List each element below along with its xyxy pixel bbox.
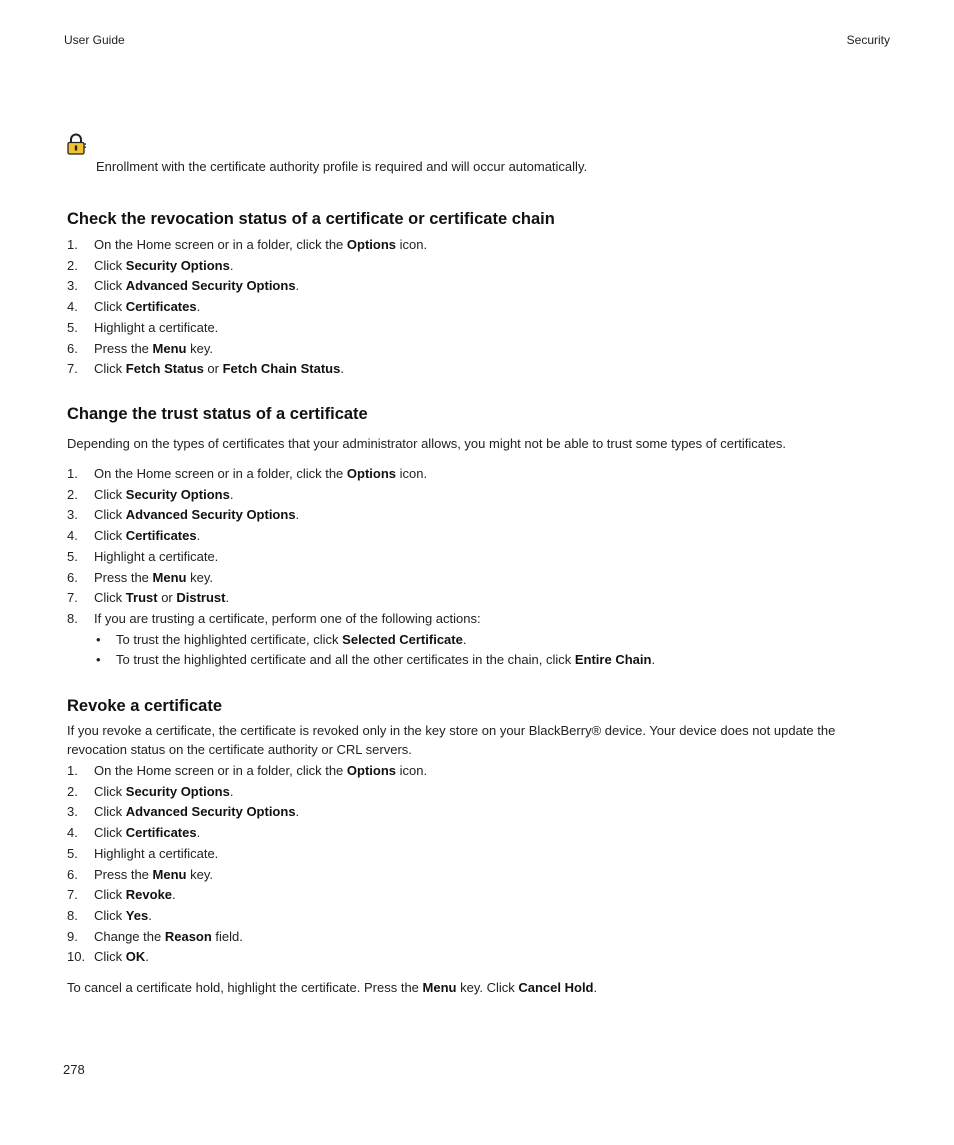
list-item: 6. Press the Menu key. bbox=[67, 340, 213, 356]
list-item: 5. Highlight a certificate. bbox=[67, 319, 219, 335]
list-item: 2. Click Security Options. bbox=[67, 783, 234, 799]
list-item: 7. Click Trust or Distrust. bbox=[67, 590, 230, 606]
list-item: 5. Highlight a certificate. bbox=[67, 548, 219, 564]
section-intro: Depending on the types of certificates that your administrator allows, you might not be able to trust some types of certificates. bbox=[67, 436, 786, 451]
lock-icon bbox=[66, 133, 86, 155]
section-revoke bbox=[67, 696, 890, 998]
list-item: 1. On the Home screen or in a folder, click the Options icon. bbox=[67, 237, 428, 252]
list-item: 2. Click Security Options. bbox=[67, 257, 234, 273]
list-item: 8. If you are trusting a certificate, perform one of the following actions: • To trust the highlighted certificate, click Selected Certificate. • To trust the highlighted certificate and all the other certificates in the chain, click Entire Chain. bbox=[67, 609, 890, 671]
list-item: 4. Click Certificates. bbox=[67, 825, 201, 841]
list-item: 3. Click Advanced Security Options. bbox=[67, 278, 300, 294]
list-item: 4. Click Certificates. bbox=[67, 528, 201, 544]
page-number: 278 bbox=[63, 1062, 85, 1077]
section-heading: Check the revocation status of a certificate or certificate chain bbox=[67, 210, 555, 228]
list-item: 2. Click Security Options. bbox=[67, 486, 234, 502]
sub-list bbox=[94, 630, 890, 671]
list-item: 7. Click Revoke. bbox=[67, 887, 176, 903]
header-section: Security bbox=[846, 33, 890, 47]
section-heading: Revoke a certificate bbox=[67, 697, 223, 715]
list-item: 3. Click Advanced Security Options. bbox=[67, 804, 300, 820]
list-item: 4. Click Certificates. bbox=[67, 299, 201, 315]
sub-list-item: • To trust the highlighted certificate and all the other certificates in the chain, click Entire Chain. bbox=[96, 652, 656, 668]
sub-list-item: • To trust the highlighted certificate, click Selected Certificate. bbox=[96, 631, 467, 647]
step-list bbox=[67, 235, 890, 380]
note-text: Enrollment with the certificate authority profile is required and will occur automatically. bbox=[96, 159, 588, 174]
step-list bbox=[67, 464, 890, 671]
list-item: 6. Press the Menu key. bbox=[67, 569, 213, 585]
list-item: 10. Click OK. bbox=[67, 949, 149, 965]
list-item: 1. On the Home screen or in a folder, click the Options icon. bbox=[67, 763, 428, 778]
header-title: User Guide bbox=[64, 33, 125, 47]
list-item: 9. Change the Reason field. bbox=[67, 928, 243, 944]
step-list bbox=[67, 761, 890, 968]
final-note: To cancel a certificate hold, highlight the certificate. Press the Menu key. Click Cancel Hold. bbox=[67, 980, 598, 996]
section-heading: Change the trust status of a certificate bbox=[67, 405, 368, 423]
list-item: 1. On the Home screen or in a folder, click the Options icon. bbox=[67, 466, 428, 481]
list-item: 8. Click Yes. bbox=[67, 907, 152, 923]
section-intro: If you revoke a certificate, the certificate is revoked only in the key store on your BlackBerry® device. Your device does not update the revocation status on the certificate authority or CRL servers. bbox=[67, 723, 836, 757]
list-item: 5. Highlight a certificate. bbox=[67, 845, 219, 861]
list-item: 6. Press the Menu key. bbox=[67, 866, 213, 882]
section-revocation bbox=[67, 209, 890, 380]
list-item: 3. Click Advanced Security Options. bbox=[67, 507, 300, 523]
list-item: 7. Click Fetch Status or Fetch Chain Status. bbox=[67, 361, 344, 377]
section-trust bbox=[67, 404, 890, 671]
